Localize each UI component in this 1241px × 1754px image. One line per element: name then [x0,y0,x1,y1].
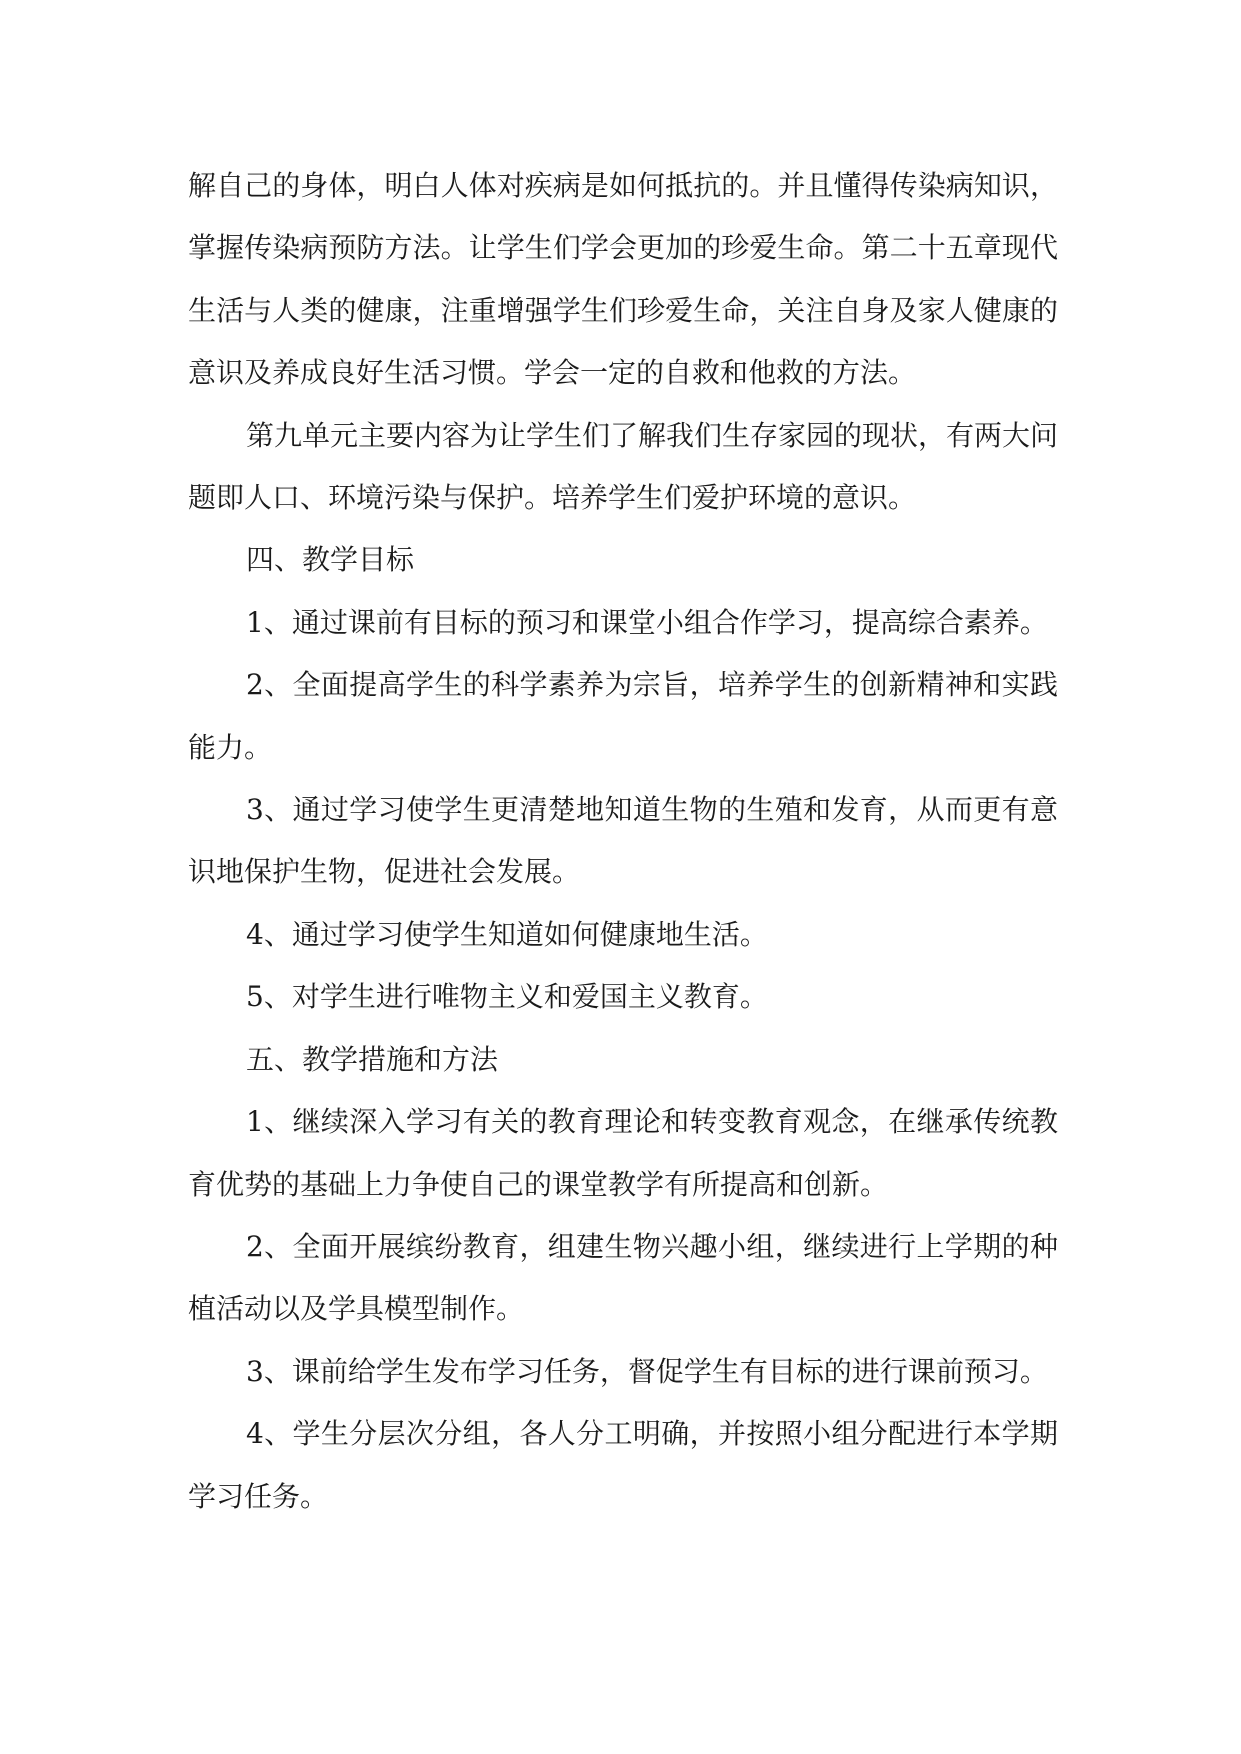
section-heading-teaching-goals: 四、教学目标 [246,543,415,577]
section-heading-measures-methods: 五、教学措施和方法 [246,1042,499,1076]
goal-item-1: 1、通过课前有目标的预习和课堂小组合作学习，提高综合素养。 [246,605,1048,639]
goal-item-5: 5、对学生进行唯物主义和爱国主义教育。 [246,980,768,1014]
measure-item-3: 3、课前给学生发布学习任务，督促学生有目标的进行课前预习。 [246,1354,1048,1388]
paragraph-body-continuation: 解自己的身体，明白人体对疾病是如何抵抗的。并且懂得传染病知识，掌握传染病预防方法。让学生们学会更加的珍爱生命。第二十五章现代生活与人类的健康，注重增强学生们珍爱生命，关注自身及家人健康的意识及养成良好生活习惯。学会一定的自救和他救的方法。 [188,169,1058,390]
paragraph-unit-nine: 第九单元主要内容为让学生们了解我们生存家园的现状，有两大问题即人口、环境污染与保护。培养学生们爱护环境的意识。 [188,418,1059,515]
goal-item-3: 3、通过学习使学生更清楚地知道生物的生殖和发育，从而更有意识地保护生物，促进社会发展。 [188,793,1058,889]
document-body [188,155,1058,1528]
measure-item-1: 1、继续深入学习有关的教育理论和转变教育观念，在继承传统教育优势的基础上力争使自己的课堂教学有所提高和创新。 [188,1105,1058,1201]
goal-item-4: 4、通过学习使学生知道如何健康地生活。 [246,917,768,951]
measure-item-2: 2、全面开展缤纷教育，组建生物兴趣小组，继续进行上学期的种植活动以及学具模型制作。 [188,1229,1058,1326]
measure-item-4: 4、学生分层次分组，各人分工明确，并按照小组分配进行本学期学习任务。 [188,1417,1058,1513]
goal-item-2: 2、全面提高学生的科学素养为宗旨，培养学生的创新精神和实践能力。 [188,668,1058,764]
